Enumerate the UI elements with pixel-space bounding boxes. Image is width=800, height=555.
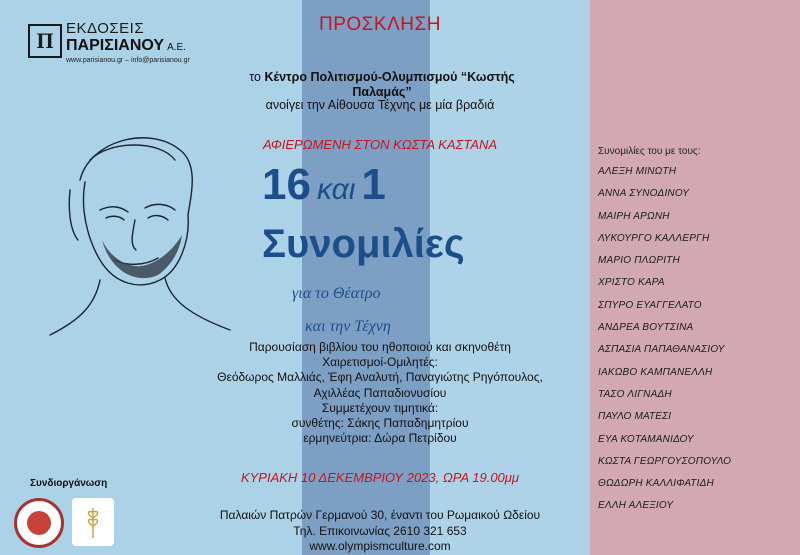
publisher-name	[66, 37, 186, 55]
speaker-item: ΚΩΣΤΑ ΓΕΩΡΓΟΥΣΟΠΟΥΛΟ	[598, 455, 732, 467]
book-title: Συνομιλίες	[262, 222, 465, 266]
invitation-title: ΠΡΟΣΚΛΗΣΗ	[319, 14, 441, 35]
speaker-item: ΕΥΑ ΚΟΤΑΜΑΝΙΔΟΥ	[598, 433, 694, 445]
speaker-item: ΜΑΙΡΗ ΑΡΩΝΗ	[598, 210, 670, 222]
partner-logo	[72, 498, 114, 546]
book-num2: 1	[361, 160, 386, 209]
speaker-item: ΜΑΡΙΟ ΠΛΩΡΙΤΗ	[598, 255, 680, 267]
event-details	[170, 340, 590, 446]
publisher-suffix: Α.Ε.	[167, 42, 186, 53]
invitation-intro-2: ανοίγει την Αίθουσα Τέχνης με μία βραδιά	[265, 98, 495, 112]
partner-seal-logo	[14, 498, 64, 548]
speaker-item: ΙΑΚΩΒΟ ΚΑΜΠΑΝΕΛΛΗ	[598, 366, 713, 378]
book-kai: και	[316, 173, 356, 206]
speaker-item: ΑΝΝΑ ΣΥΝΟΔΙΝΟΥ	[598, 188, 690, 200]
details-line-6: συνθέτης: Σάκης Παπαδημητρίου	[291, 416, 469, 431]
speaker-item: ΘΩΔΩΡΗ ΚΑΛΛΙΦΑΤΙΔΗ	[598, 478, 714, 490]
details-line-3: Θεόδωρος Μαλλιάς, Έφη Αναλυτή, Παναγιώτης Ρηγόπουλος,	[217, 370, 543, 385]
speaker-item: ΣΠΥΡΟ ΕΥΑΓΓΕΛΑΤΟ	[598, 299, 702, 311]
book-subtitle-1: για το Θέατρο	[292, 285, 381, 302]
seal-center-icon	[27, 511, 51, 535]
address-street: Παλαιών Πατρών Γερμανού 30, έναντι του Ρωμαικού Ωδείου	[219, 508, 541, 522]
speaker-item: ΧΡΙΣΤΟ ΚΑΡΑ	[598, 277, 665, 289]
co-organization-label: Συνδιοργάνωση	[30, 478, 108, 489]
event-date: ΚΥΡΙΑΚΗ 10 ΔΕΚΕΜΒΡΙΟΥ 2023, ΩΡΑ 19.00μμ	[240, 470, 520, 485]
publisher-line1: ΕΚΔΟΣΕΙΣ	[66, 20, 145, 37]
speaker-item: ΠΑΥΛΟ ΜΑΤΕΣΙ	[598, 411, 672, 423]
intro-venue: Κέντρο Πολιτισμού-Ολυμπισμού “Κωστής Παλαμάς”	[264, 70, 515, 99]
speaker-item: ΑΣΠΑΣΙΑ ΠΑΠΑΘΑΝΑΣΙΟΥ	[598, 344, 725, 356]
details-line-5: Συμμετέχουν τιμητικά:	[321, 400, 439, 415]
speakers-list	[598, 166, 731, 523]
speakers-heading: Συνομιλίες του με τους:	[598, 146, 701, 157]
book-number-title	[262, 160, 386, 210]
speaker-item: ΕΛΛΗ ΑΛΕΞΙΟΥ	[598, 500, 674, 512]
speaker-item: ΑΝΔΡΕΑ ΒΟΥΤΣΙΝΑ	[598, 322, 694, 334]
event-address	[170, 508, 590, 555]
publisher-mark-icon: Π	[28, 24, 62, 58]
book-num1: 16	[262, 160, 311, 209]
details-line-2: Χαιρετισμοί-Ομιλητές:	[322, 355, 438, 370]
details-line-1: Παρουσίαση βιβλίου του ηθοποιού και σκηνοθέτη	[249, 340, 511, 354]
portrait-sketch	[40, 120, 240, 350]
details-line-7: ερμηνεύτρια: Δώρα Πετρίδου	[303, 431, 457, 446]
speaker-item: ΑΛΕΞΗ ΜΙΝΩΤΗ	[598, 166, 677, 177]
details-line-4: Αχιλλέας Παπαδιονυσίου	[313, 385, 447, 400]
speaker-item: ΤΑΣΟ ΛΙΓΝΑΔΗ	[598, 388, 672, 400]
dedication: ΑΦΙΕΡΩΜΕΝΗ ΣΤΟΝ ΚΩΣΤΑ ΚΑΣΤΑΝΑ	[262, 137, 498, 152]
speaker-item: ΛΥΚΟΥΡΓΟ ΚΑΛΛΕΡΓΗ	[598, 232, 710, 244]
book-subtitle-2: και την Τέχνη	[305, 318, 391, 335]
address-phone: Τηλ. Επικοινωνίας 2610 321 653	[293, 523, 467, 538]
address-web: www.olympismculture.com	[309, 539, 451, 553]
invitation-intro-1: το Κέντρο Πολιτισμού-Ολυμπισμού “Κωστής Παλαμάς”	[249, 70, 515, 99]
publisher-contact: www.parisianou.gr – info@parisianou.gr	[66, 57, 190, 64]
wheat-icon	[72, 498, 114, 546]
publisher-line2: ΠΑΡΙΣΙΑΝΟΥ	[66, 37, 165, 54]
